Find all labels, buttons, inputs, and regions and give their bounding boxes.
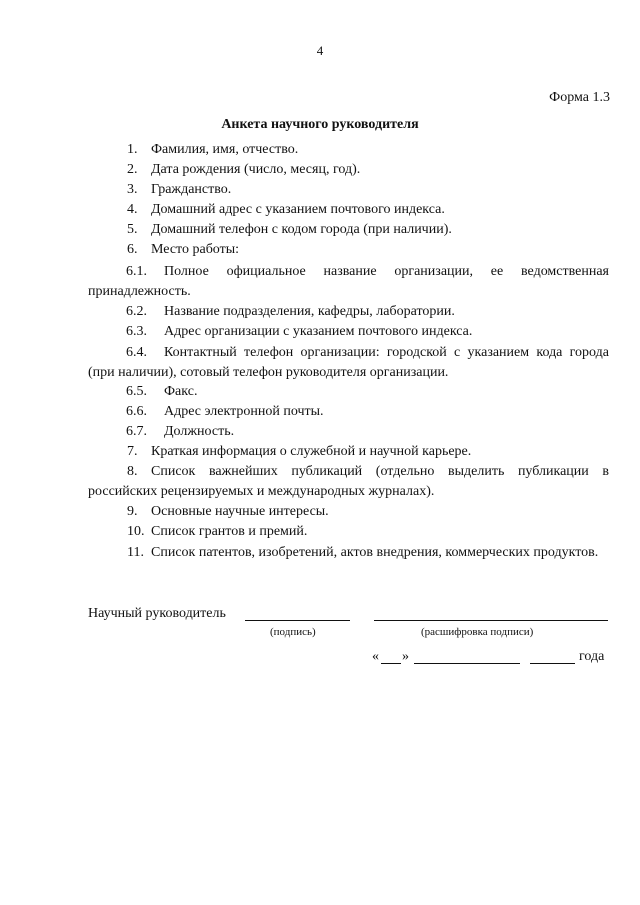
item-text: Должность. — [164, 424, 235, 439]
date-year-line — [530, 663, 575, 664]
list-item — [88, 382, 609, 402]
list-item — [88, 180, 609, 200]
item-text: Домашний телефон с кодом города (при наличии). — [151, 222, 452, 237]
item-number: 6.4. — [126, 345, 147, 360]
item-text: Дата рождения (число, месяц, год). — [151, 162, 361, 177]
item-text: Список грантов и премий. — [151, 524, 308, 539]
list-item — [88, 200, 609, 220]
item-number: 6.6. — [126, 404, 147, 419]
item-text: Список важнейших публикаций (отдельно выделить публикации в российских рецензируемых и международных журналах). — [88, 464, 609, 499]
item-text: Контактный телефон организации: городской с указанием кода города (при наличии), сотовый телефон руководителя организации. — [88, 345, 609, 380]
list-item — [88, 262, 609, 302]
item-number: 6.2. — [126, 304, 147, 319]
item-text: Адрес организации с указанием почтового индекса. — [164, 324, 473, 339]
item-text: Список патентов, изобретений, актов внедрения, коммерческих продуктов. — [151, 545, 599, 560]
date-close-quote: » — [402, 649, 409, 664]
list-item — [88, 422, 609, 442]
item-text: Адрес электронной почты. — [164, 404, 324, 419]
date-open-quote: « — [372, 649, 379, 664]
item-text: Гражданство. — [151, 182, 232, 197]
item-text: Место работы: — [151, 242, 240, 257]
list-item — [88, 240, 609, 260]
decoding-caption: (расшифровка подписи) — [421, 626, 534, 638]
date-month-line — [414, 663, 520, 664]
year-suffix: года — [579, 649, 605, 664]
list-item — [88, 343, 609, 383]
list-item — [88, 462, 609, 502]
item-number: 7. — [127, 444, 138, 459]
item-number: 1. — [127, 142, 138, 157]
list-item — [88, 140, 609, 160]
item-text: Факс. — [164, 384, 198, 399]
item-number: 11. — [127, 545, 144, 560]
document-title: Анкета научного руководителя — [221, 117, 419, 132]
item-text: Краткая информация о служебной и научной карьере. — [151, 444, 472, 459]
item-text: Основные научные интересы. — [151, 504, 329, 519]
signature-label: Научный руководитель — [88, 606, 226, 621]
list-item — [88, 302, 609, 322]
item-number: 4. — [127, 202, 138, 217]
item-number: 6.5. — [126, 384, 147, 399]
list-item — [88, 160, 609, 180]
date-day-line — [381, 663, 401, 664]
item-number: 6.3. — [126, 324, 147, 339]
list-item — [88, 442, 609, 462]
item-number: 6.1. — [126, 264, 147, 279]
form-label: Форма 1.3 — [549, 90, 610, 105]
item-text: Домашний адрес с указанием почтового индекса. — [151, 202, 445, 217]
item-number: 5. — [127, 222, 138, 237]
signature-line — [245, 620, 350, 621]
item-text: Название подразделения, кафедры, лаборатории. — [164, 304, 455, 319]
item-number: 9. — [127, 504, 138, 519]
item-number: 6. — [127, 242, 138, 257]
list-item — [88, 522, 609, 542]
item-text: Полное официальное название организации, ее ведомственная принадлежность. — [88, 264, 609, 299]
item-number: 2. — [127, 162, 138, 177]
item-number: 6.7. — [126, 424, 147, 439]
signature-caption: (подпись) — [270, 626, 316, 638]
item-number: 3. — [127, 182, 138, 197]
item-number: 8. — [127, 464, 138, 479]
item-text: Фамилия, имя, отчество. — [151, 142, 299, 157]
list-item — [88, 322, 609, 342]
item-number: 10. — [127, 524, 145, 539]
list-item — [88, 543, 609, 563]
list-item — [88, 220, 609, 240]
page-number: 4 — [316, 43, 324, 58]
list-item — [88, 502, 609, 522]
signature-decoding-line — [374, 620, 608, 621]
list-item — [88, 402, 609, 422]
